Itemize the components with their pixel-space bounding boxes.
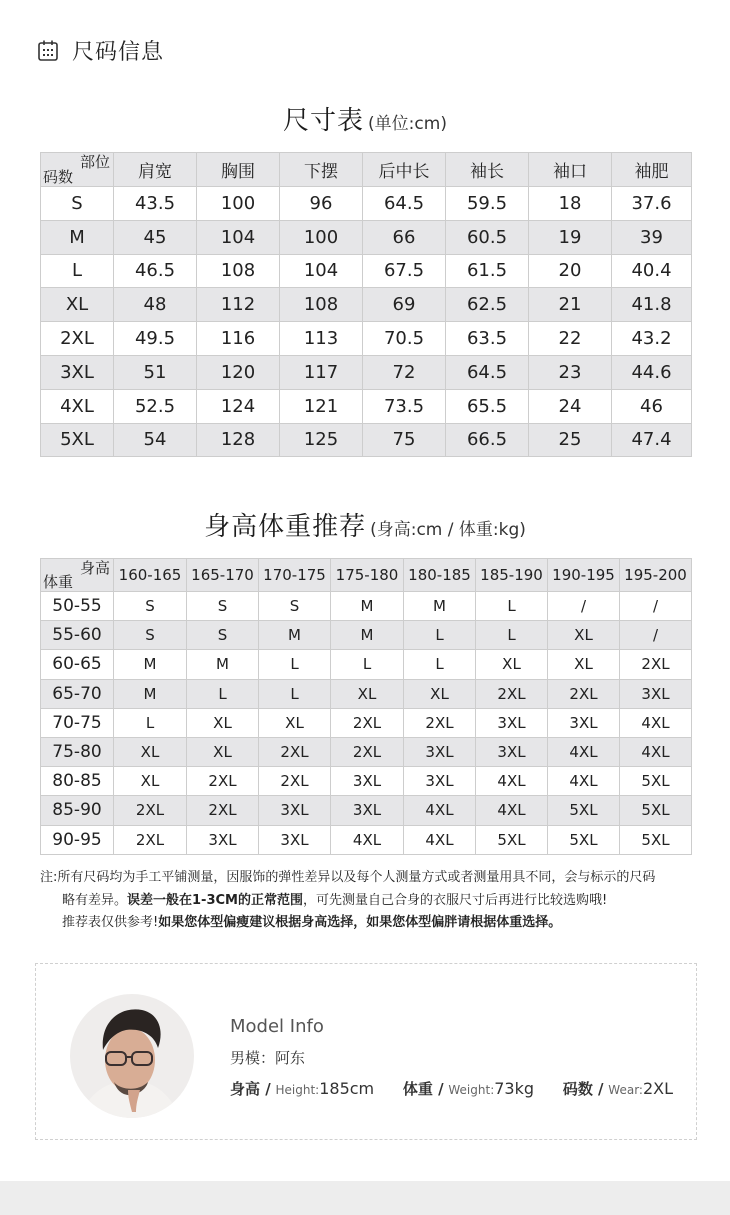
table-row xyxy=(41,679,692,708)
table-cell: M xyxy=(331,621,404,650)
row-header-cell: 60-65 xyxy=(41,650,114,679)
column-header: 下摆 xyxy=(280,153,363,187)
table-cell: 43.5 xyxy=(114,187,197,221)
table-cell: 116 xyxy=(197,322,280,356)
table-row xyxy=(41,389,692,423)
table-row xyxy=(41,288,692,322)
note-line-3-text: 推荐表仅供参考! xyxy=(62,915,159,930)
table-cell: 19 xyxy=(529,220,612,254)
table-cell: 3XL xyxy=(331,767,404,796)
table-cell: 2XL xyxy=(548,679,620,708)
table-cell: 63.5 xyxy=(446,322,529,356)
table-cell: XL xyxy=(114,737,187,766)
size-chart-unit: (单位:cm) xyxy=(368,114,447,134)
table-cell: XL xyxy=(548,650,620,679)
table-cell: L xyxy=(187,679,259,708)
note-line-2-tail: ，可先测量自己合身的衣服尺寸后再进行比较选购哦! xyxy=(302,892,608,908)
column-header: 185-190 xyxy=(476,559,548,592)
table-cell: 5XL xyxy=(620,767,692,796)
table-cell: L xyxy=(404,650,476,679)
column-header: 袖口 xyxy=(529,153,612,187)
table-cell: 49.5 xyxy=(114,322,197,356)
table-cell: S xyxy=(114,592,187,621)
row-header-cell: 55-60 xyxy=(41,621,114,650)
table-cell: M xyxy=(259,621,331,650)
table-row xyxy=(41,796,692,825)
model-weight xyxy=(403,1080,534,1098)
table-cell: L xyxy=(259,650,331,679)
row-header-cell: 3XL xyxy=(41,355,114,389)
table-cell: L xyxy=(114,708,187,737)
column-header: 175-180 xyxy=(331,559,404,592)
table-cell: / xyxy=(548,592,620,621)
model-info-card xyxy=(35,963,697,1140)
table-cell: S xyxy=(187,621,259,650)
table-cell: 72 xyxy=(363,355,446,389)
row-header-cell: 85-90 xyxy=(41,796,114,825)
table-cell: 4XL xyxy=(620,737,692,766)
table-cell: 4XL xyxy=(404,796,476,825)
table-cell: 4XL xyxy=(476,767,548,796)
table-cell: 5XL xyxy=(476,825,548,854)
column-header: 165-170 xyxy=(187,559,259,592)
size-chart-title: 尺寸表 xyxy=(283,106,365,136)
table-cell: 3XL xyxy=(476,708,548,737)
column-header: 170-175 xyxy=(259,559,331,592)
table-cell: 121 xyxy=(280,389,363,423)
table-row xyxy=(41,708,692,737)
table-cell: 108 xyxy=(197,254,280,288)
table-cell: 5XL xyxy=(548,825,620,854)
table-cell: 45 xyxy=(114,220,197,254)
model-info-title: Model Info xyxy=(230,1016,324,1037)
table-cell: 104 xyxy=(197,220,280,254)
table-row xyxy=(41,592,692,621)
table-cell: 4XL xyxy=(548,737,620,766)
row-header-cell: 70-75 xyxy=(41,708,114,737)
table-cell: 40.4 xyxy=(612,254,692,288)
table-cell: 120 xyxy=(197,355,280,389)
height-en-label: Height: xyxy=(275,1083,320,1097)
table-cell: 23 xyxy=(529,355,612,389)
table-cell: 5XL xyxy=(620,825,692,854)
table-cell: 2XL xyxy=(187,767,259,796)
size-chart-heading xyxy=(0,100,730,137)
table-cell: 44.6 xyxy=(612,355,692,389)
table-cell: XL xyxy=(548,621,620,650)
column-header: 后中长 xyxy=(363,153,446,187)
recommend-chart-unit: (身高:cm / 体重:kg) xyxy=(370,520,526,540)
table-cell: 48 xyxy=(114,288,197,322)
row-header-cell: 80-85 xyxy=(41,767,114,796)
table-cell: 100 xyxy=(197,187,280,221)
recommend-chart-heading xyxy=(0,506,730,543)
table-cell: 75 xyxy=(363,423,446,457)
table-cell: M xyxy=(114,650,187,679)
table-cell: 25 xyxy=(529,423,612,457)
note-line-2-bold: 误差一般在1-3CM的正常范围 xyxy=(127,892,303,908)
table-cell: S xyxy=(259,592,331,621)
table-cell: 73.5 xyxy=(363,389,446,423)
corner-row-label: 体重 xyxy=(43,573,74,591)
table-cell: 3XL xyxy=(620,679,692,708)
table-cell: 3XL xyxy=(404,767,476,796)
table-cell: 3XL xyxy=(476,737,548,766)
row-header-cell: 5XL xyxy=(41,423,114,457)
table-row xyxy=(41,423,692,457)
size-note xyxy=(40,867,700,935)
table-cell: 52.5 xyxy=(114,389,197,423)
table-cell: 3XL xyxy=(187,825,259,854)
table-row xyxy=(41,650,692,679)
table-cell: XL xyxy=(476,650,548,679)
table-cell: 61.5 xyxy=(446,254,529,288)
table-cell: L xyxy=(476,621,548,650)
table-cell: 70.5 xyxy=(363,322,446,356)
table-cell: / xyxy=(620,592,692,621)
table-cell: 4XL xyxy=(620,708,692,737)
table-cell: 100 xyxy=(280,220,363,254)
table-row xyxy=(41,621,692,650)
row-header-cell: L xyxy=(41,254,114,288)
column-header: 180-185 xyxy=(404,559,476,592)
table-cell: 4XL xyxy=(331,825,404,854)
table-cell: M xyxy=(404,592,476,621)
table-cell: 3XL xyxy=(404,737,476,766)
table-cell: 66.5 xyxy=(446,423,529,457)
table-cell: L xyxy=(331,650,404,679)
table-cell: 62.5 xyxy=(446,288,529,322)
table-cell: M xyxy=(331,592,404,621)
row-header-cell: XL xyxy=(41,288,114,322)
weight-en-label: Weight: xyxy=(448,1083,495,1097)
table-cell: 4XL xyxy=(548,767,620,796)
column-header: 肩宽 xyxy=(114,153,197,187)
table-cell: 54 xyxy=(114,423,197,457)
footer-bar xyxy=(0,1181,730,1215)
model-height xyxy=(230,1080,374,1098)
recommend-chart-table xyxy=(40,558,692,855)
table-row xyxy=(41,187,692,221)
table-cell: 24 xyxy=(529,389,612,423)
table-cell: 39 xyxy=(612,220,692,254)
table-cell: 108 xyxy=(280,288,363,322)
table-cell: XL xyxy=(404,679,476,708)
table-row xyxy=(41,737,692,766)
table-cell: 117 xyxy=(280,355,363,389)
row-header-cell: 50-55 xyxy=(41,592,114,621)
table-corner-cell xyxy=(41,153,114,187)
table-cell: 20 xyxy=(529,254,612,288)
model-details xyxy=(230,1016,673,1099)
column-header: 190-195 xyxy=(548,559,620,592)
table-cell: 59.5 xyxy=(446,187,529,221)
table-cell: L xyxy=(476,592,548,621)
table-row xyxy=(41,322,692,356)
table-cell: 47.4 xyxy=(612,423,692,457)
table-cell: 2XL xyxy=(259,737,331,766)
corner-column-label: 身高 xyxy=(79,559,110,577)
table-cell: 3XL xyxy=(259,825,331,854)
table-cell: XL xyxy=(114,767,187,796)
table-cell: 65.5 xyxy=(446,389,529,423)
table-cell: 112 xyxy=(197,288,280,322)
row-header-cell: 90-95 xyxy=(41,825,114,854)
table-cell: 2XL xyxy=(259,767,331,796)
model-stats xyxy=(230,1078,673,1099)
size-en-label: Wear: xyxy=(608,1083,643,1097)
note-line-3 xyxy=(40,912,700,935)
table-cell: 2XL xyxy=(331,737,404,766)
table-cell: 3XL xyxy=(331,796,404,825)
table-cell: L xyxy=(404,621,476,650)
table-cell: 2XL xyxy=(187,796,259,825)
table-header-row xyxy=(41,559,692,592)
table-cell: 69 xyxy=(363,288,446,322)
table-cell: 43.2 xyxy=(612,322,692,356)
table-row xyxy=(41,767,692,796)
height-value: 185cm xyxy=(319,1079,375,1098)
note-line-3-bold: 如果您体型偏瘦建议根据身高选择，如果您体型偏胖请根据体重选择。 xyxy=(158,915,562,930)
table-cell: 22 xyxy=(529,322,612,356)
model-size xyxy=(563,1080,673,1098)
table-cell: 2XL xyxy=(404,708,476,737)
table-row xyxy=(41,254,692,288)
table-cell: 2XL xyxy=(331,708,404,737)
table-cell: / xyxy=(620,621,692,650)
size-chart-table xyxy=(40,152,692,457)
table-corner-cell xyxy=(41,559,114,592)
table-row xyxy=(41,355,692,389)
table-cell: XL xyxy=(259,708,331,737)
table-cell: 64.5 xyxy=(446,355,529,389)
table-row xyxy=(41,220,692,254)
table-cell: 66 xyxy=(363,220,446,254)
table-cell: 4XL xyxy=(404,825,476,854)
weight-label: 体重 / xyxy=(402,1080,444,1098)
table-cell: 21 xyxy=(529,288,612,322)
section-header xyxy=(38,34,164,66)
column-header: 胸围 xyxy=(197,153,280,187)
table-cell: M xyxy=(114,679,187,708)
row-header-cell: S xyxy=(41,187,114,221)
table-cell: 104 xyxy=(280,254,363,288)
table-cell: 2XL xyxy=(114,825,187,854)
row-header-cell: M xyxy=(41,220,114,254)
corner-row-label: 码数 xyxy=(43,168,74,186)
row-header-cell: 2XL xyxy=(41,322,114,356)
table-cell: 46.5 xyxy=(114,254,197,288)
table-header-row xyxy=(41,153,692,187)
table-cell: XL xyxy=(187,708,259,737)
table-cell: 113 xyxy=(280,322,363,356)
table-cell: 128 xyxy=(197,423,280,457)
table-cell: XL xyxy=(187,737,259,766)
row-header-cell: 4XL xyxy=(41,389,114,423)
table-cell: 96 xyxy=(280,187,363,221)
table-cell: 2XL xyxy=(114,796,187,825)
row-header-cell: 75-80 xyxy=(41,737,114,766)
table-cell: 2XL xyxy=(620,650,692,679)
table-cell: 125 xyxy=(280,423,363,457)
model-name: 男模：阿东 xyxy=(230,1049,306,1067)
size-value: 2XL xyxy=(642,1079,674,1098)
model-avatar xyxy=(70,994,194,1118)
table-cell: 41.8 xyxy=(612,288,692,322)
size-label: 码数 / xyxy=(562,1080,604,1098)
table-cell: 18 xyxy=(529,187,612,221)
table-cell: 64.5 xyxy=(363,187,446,221)
table-cell: 51 xyxy=(114,355,197,389)
recommend-chart-title: 身高体重推荐 xyxy=(204,512,367,542)
table-cell: 2XL xyxy=(476,679,548,708)
table-cell: 67.5 xyxy=(363,254,446,288)
table-cell: 60.5 xyxy=(446,220,529,254)
table-cell: L xyxy=(259,679,331,708)
column-header: 160-165 xyxy=(114,559,187,592)
table-cell: XL xyxy=(331,679,404,708)
table-cell: M xyxy=(187,650,259,679)
column-header: 袖肥 xyxy=(612,153,692,187)
calendar-icon xyxy=(38,40,58,61)
table-cell: 3XL xyxy=(259,796,331,825)
row-header-cell: 65-70 xyxy=(41,679,114,708)
note-line-2-text: 略有差异。 xyxy=(62,892,128,908)
table-cell: 4XL xyxy=(476,796,548,825)
note-line-1: 注:所有尺码均为手工平铺测量，因服饰的弹性差异以及每个人测量方式或者测量用具不同，会与标示的尺码 xyxy=(40,870,656,885)
corner-column-label: 部位 xyxy=(79,153,110,171)
table-cell: 46 xyxy=(612,389,692,423)
note-line-2 xyxy=(40,890,700,913)
table-row xyxy=(41,825,692,854)
column-header: 袖长 xyxy=(446,153,529,187)
height-label: 身高 / xyxy=(230,1080,271,1098)
table-cell: S xyxy=(187,592,259,621)
table-cell: 3XL xyxy=(548,708,620,737)
table-cell: 5XL xyxy=(620,796,692,825)
table-cell: 37.6 xyxy=(612,187,692,221)
table-cell: 5XL xyxy=(548,796,620,825)
weight-value: 73kg xyxy=(494,1079,535,1098)
table-cell: 124 xyxy=(197,389,280,423)
table-cell: S xyxy=(114,621,187,650)
column-header: 195-200 xyxy=(620,559,692,592)
page-title: 尺码信息 xyxy=(72,39,165,65)
